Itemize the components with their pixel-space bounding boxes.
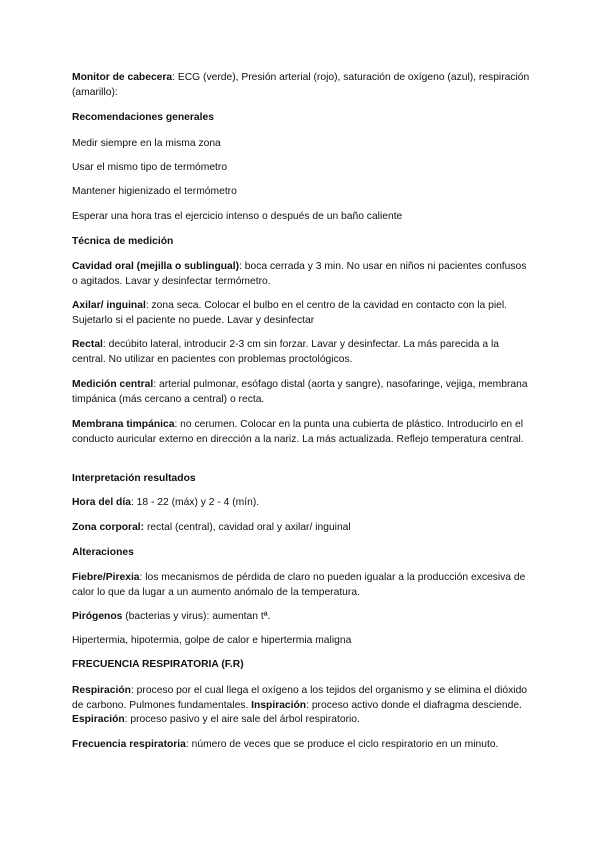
list-item: Esperar una hora tras el ejercicio intenso o después de un baño caliente — [72, 211, 403, 222]
term-frecuencia: Frecuencia respiratoria — [72, 739, 186, 750]
term-hora: Hora del día — [72, 497, 131, 508]
paragraph-monitor — [72, 71, 534, 100]
heading-frecuencia: FRECUENCIA RESPIRATORIA (F.R) — [72, 659, 244, 670]
term-oral: Cavidad oral (mejilla o sublingual) — [72, 261, 240, 272]
paragraph-respiracion: Respiración: proceso por el cual llega el oxígeno a los tejidos del organismo y se elimina el dióxido de carbono. Pulmones fundamentales. Inspiración: proceso activo donde el diafragma desciende. Espiración: proceso pasivo y el aire sale del árbol respiratorio. — [72, 685, 528, 726]
term-espiracion: Espiración — [72, 714, 125, 726]
paragraph-zona: Zona corporal: rectal (central), cavidad oral y axilar/ inguinal — [72, 522, 351, 533]
term-central: Medición central — [72, 379, 154, 390]
term-axilar: Axilar/ inguinal — [72, 300, 146, 311]
term-timpanica: Membrana timpánica — [72, 419, 175, 430]
term-respiracion: Respiración — [72, 685, 131, 696]
term-monitor: Monitor de cabecera — [72, 72, 173, 83]
term-zona: Zona corporal: — [72, 522, 145, 533]
paragraph-frecuencia: Frecuencia respiratoria: número de veces que se produce el ciclo respiratorio en un minuto. — [72, 739, 499, 750]
paragraph-fiebre: Fiebre/Pirexia: los mecanismos de pérdida de claro no pueden igualar a la producción excesiva de calor lo que da lugar a un aumento anómalo de la temperatura. — [72, 572, 526, 598]
term-rectal: Rectal — [72, 339, 103, 350]
paragraph-axilar: Axilar/ inguinal: zona seca. Colocar el bulbo en el centro de la cavidad en contacto con la piel. Sujetarlo si el paciente no puede. Lavar y desinfectar — [72, 300, 508, 326]
list-item: Medir siempre en la misma zona — [72, 138, 221, 149]
heading-interpretacion: Interpretación resultados — [72, 473, 196, 484]
heading-recomendaciones: Recomendaciones generales — [72, 112, 214, 123]
term-pirogenos: Pirógenos — [72, 611, 123, 622]
list-item: Mantener higienizado el termómetro — [72, 186, 237, 197]
text-monitor: : ECG (verde), Presión arterial (rojo), saturación de oxígeno (azul), respiración (amarillo): — [72, 72, 530, 98]
paragraph-rectal: Rectal: decúbito lateral, introducir 2-3 cm sin forzar. Lavar y desinfectar. La más parecida a la central. No utilizar en pacientes con problemas proctológicos. — [72, 339, 499, 365]
paragraph-hipertermia: Hipertermia, hipotermia, golpe de calor e hipertermia maligna — [72, 635, 352, 646]
paragraph-central: Medición central: arterial pulmonar, esófago distal (aorta y sangre), nasofaringe, vejiga, membrana timpánica (más cercano a central) o recta. — [72, 379, 528, 405]
term-fiebre: Fiebre/Pirexia — [72, 572, 140, 583]
paragraph-timpanica: Membrana timpánica: no cerumen. Colocar en la punta una cubierta de plástico. Introducirlo en el conducto auricular externo en dirección a la nariz. La más actualizada. Reflejo temperatura central. — [72, 419, 524, 445]
heading-tecnica: Técnica de medición — [72, 236, 174, 247]
term-inspiracion: Inspiración — [251, 699, 307, 711]
paragraph-oral: Cavidad oral (mejilla o sublingual): boca cerrada y 3 min. No usar en niños ni pacientes confusos o agitados. Lavar y desinfectar termómetro. — [72, 261, 527, 287]
paragraph-hora: Hora del día: 18 - 22 (máx) y 2 - 4 (mín). — [72, 497, 260, 508]
list-item: Usar el mismo tipo de termómetro — [72, 162, 228, 173]
paragraph-pirogenos: Pirógenos (bacterias y virus): aumentan tª. — [72, 611, 271, 622]
heading-alteraciones: Alteraciones — [72, 547, 134, 558]
